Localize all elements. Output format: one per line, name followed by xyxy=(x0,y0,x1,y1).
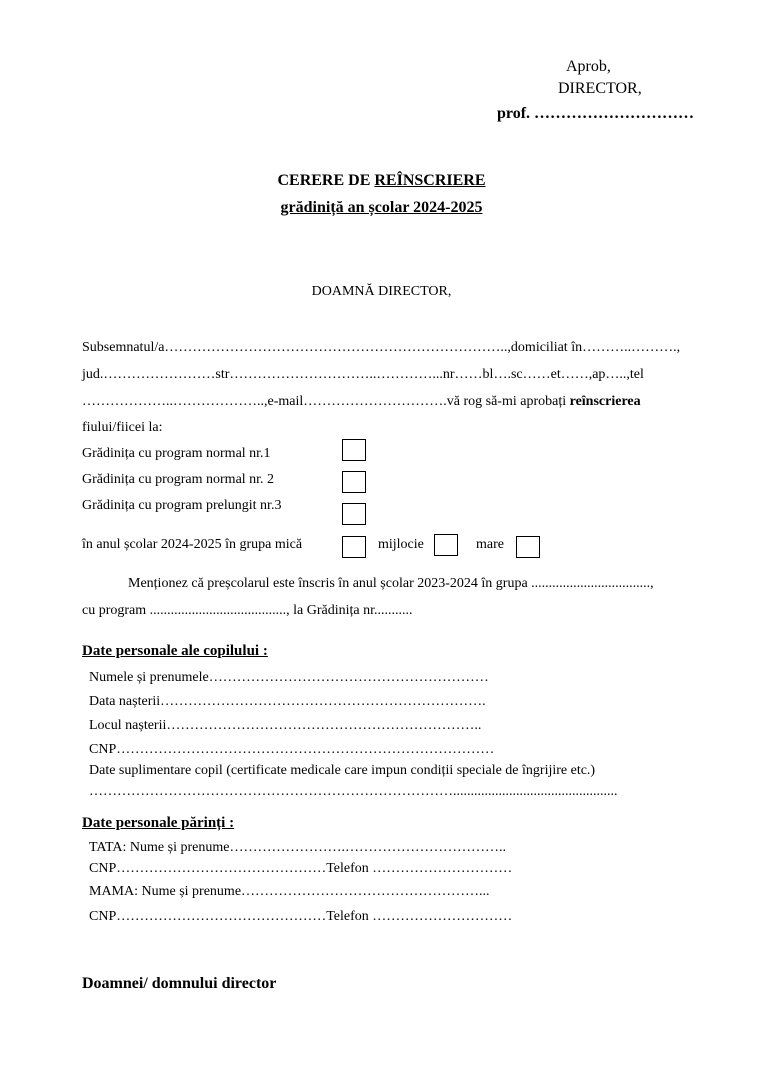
child-cnp-field[interactable]: CNP……………………………………………………………………… xyxy=(89,742,495,757)
option-checkbox-1[interactable] xyxy=(342,439,366,461)
child-birthdate-field[interactable]: Data nașterii……………………………………………………………. xyxy=(89,694,486,709)
body-line-3-bold: reînscrierea xyxy=(569,394,641,409)
body-line-2: jud.……………………str…………………………..…………...nr……bl….sc……et……,ap…..,tel xyxy=(82,367,644,382)
group-middle-label: mijlocie xyxy=(378,537,424,552)
approval-line-1: Aprob, xyxy=(566,58,611,75)
mother-name-field[interactable]: MAMA: Nume și prenume……………………………………………... xyxy=(89,884,490,899)
group-middle-checkbox[interactable] xyxy=(434,534,458,556)
group-small-checkbox[interactable] xyxy=(342,536,366,558)
father-cnp-phone-field[interactable]: CNP………………………………………Telefon ………………………… xyxy=(89,861,513,876)
group-text: în anul școlar 2024-2025 în grupa mică xyxy=(82,537,303,552)
option-label-1: Grădinița cu program normal nr.1 xyxy=(82,446,271,461)
document-subtitle: grădiniță an școlar 2024-2025 xyxy=(280,199,483,216)
option-checkbox-3[interactable] xyxy=(342,503,366,525)
group-large-label: mare xyxy=(476,537,504,552)
body-line-4: fiului/fiicei la: xyxy=(82,420,163,435)
option-label-2: Grădinița cu program normal nr. 2 xyxy=(82,472,275,487)
option-label-3: Grădinița cu program prelungit nr.3 xyxy=(82,498,282,513)
father-name-field[interactable]: TATA: Nume și prenume…………………….…………………………….. xyxy=(89,840,506,855)
option-checkbox-2[interactable] xyxy=(342,471,366,493)
group-large-checkbox[interactable] xyxy=(516,536,540,558)
child-section-heading: Date personale ale copilului : xyxy=(82,643,268,659)
salutation: DOAMNĂ DIRECTOR, xyxy=(311,284,452,299)
mention-line-1: Menționez că preșcolarul este înscris în anul școlar 2023-2024 în grupa .................................., xyxy=(128,576,654,591)
footer-addressee: Doamnei/ domnului director xyxy=(82,975,277,992)
body-line-3-text: ………………..………………..,e-mail………………………….vă rog să-mi aprobați xyxy=(82,394,570,409)
child-birthplace-field[interactable]: Locul nașterii………………………………………………………….. xyxy=(89,718,482,733)
child-name-field[interactable]: Numele și prenumele…………………………………………………… xyxy=(89,670,489,685)
title-underlined: REÎNSCRIERE xyxy=(374,172,486,189)
document-title xyxy=(0,172,763,190)
mother-cnp-phone-field[interactable]: CNP………………………………………Telefon ………………………… xyxy=(89,909,513,924)
approval-line-2: DIRECTOR, xyxy=(558,80,642,97)
title-prefix: CERERE DE xyxy=(277,172,375,189)
body-line-3 xyxy=(82,394,641,410)
body-line-1: Subsemnatul/a………………………………………………………………..,domiciliat în………..………., xyxy=(82,340,681,355)
child-extra-label: Date suplimentare copil (certificate medicale care impun condiții speciale de îngrijire etc.) xyxy=(89,763,596,778)
child-extra-field[interactable]: ……………………………………………………………………............................................... xyxy=(89,784,618,799)
mention-line-2: cu program ......................................., la Grădinița nr........... xyxy=(82,603,413,618)
approval-signature-line: prof. ………………………… xyxy=(497,105,695,122)
parents-section-heading: Date personale părinți : xyxy=(82,815,235,831)
